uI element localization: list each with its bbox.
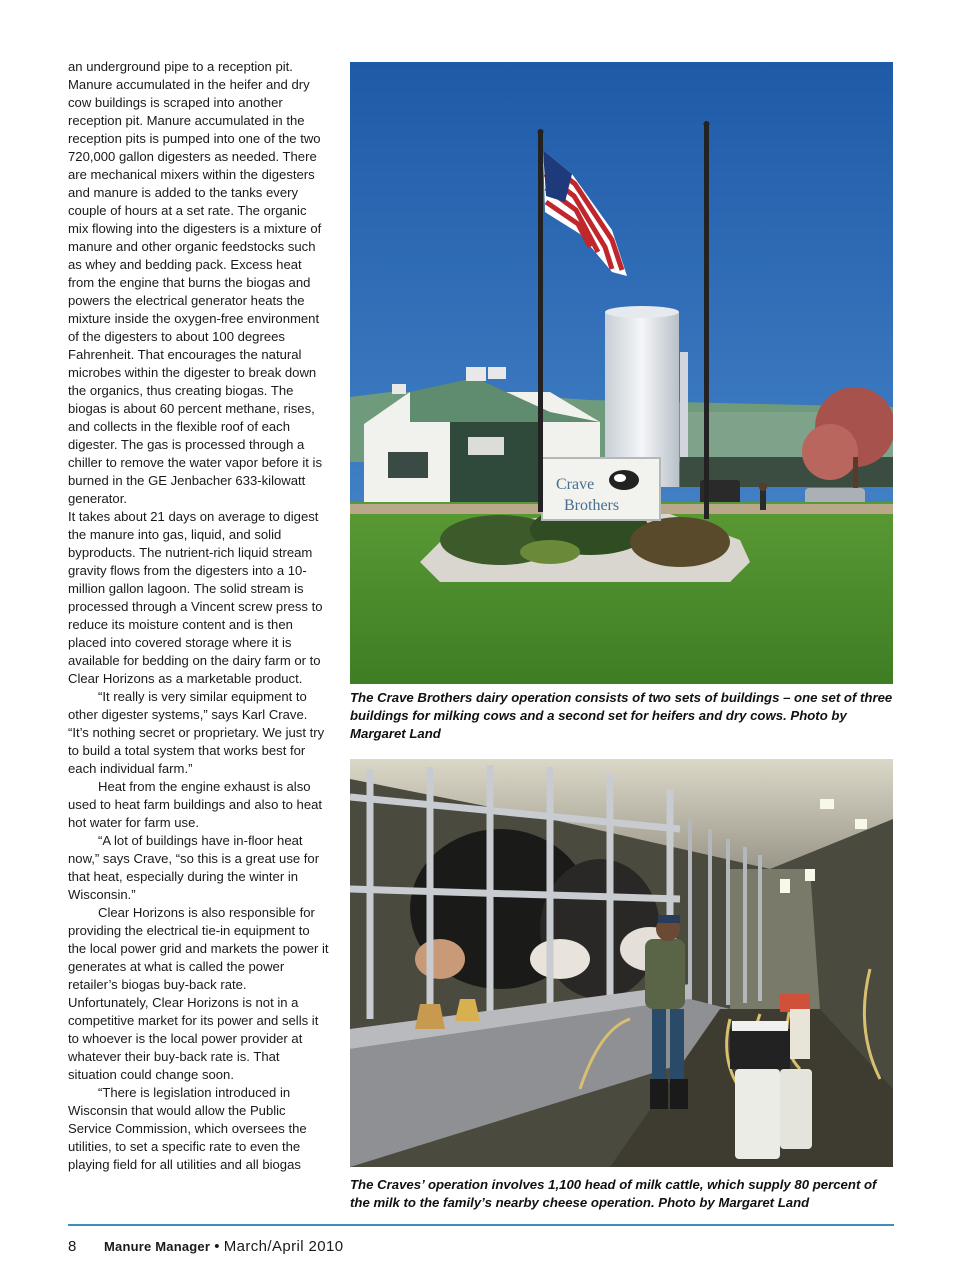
article-paragraph-4: Heat from the engine exhaust is also used to heat farm buildings and also to heat hot water for farm use. [68, 779, 323, 830]
article-paragraph-6: Clear Horizons is also responsible for providing the electrical tie-in equipment to the local power grid and markets the power it generates at what is called the power retailer’s biogas buy-back rate. Unfortunately, Clear Horizons is not in a competitive market for its power and sells it to whoever is the local power provider at whatever their buy-back rate is. That situation could change soon. [68, 905, 329, 1082]
sign-text-crave: Crave [556, 476, 595, 493]
article-body [68, 58, 330, 1174]
photo-caption-milking: The Craves’ operation involves 1,100 head of milk cattle, which supply 80 percent of the milk to the family’s nearby cheese operation. Photo by Margaret Land [350, 1177, 877, 1210]
article-paragraph-2: It takes about 21 days on average to digest the manure into gas, liquid, and solid byproducts. The nutrient-rich liquid stream gravity flows from the digesters into a 10-million gallon lagoon. The solid stream is processed through a Vincent screw press to reduce its moisture content and is then placed into covered storage where it is available for bedding on the dairy farm or to Clear Horizons as a marketable product. [68, 509, 323, 686]
footer-separator: • [210, 1238, 224, 1255]
photo-caption-farm: The Crave Brothers dairy operation consists of two sets of buildings – one set of three buildings for milking cows and a second set for heifers and dry cows. Photo by Margaret Land [350, 690, 893, 741]
article-paragraph-7: “There is legislation introduced in Wisconsin that would allow the Public Service Commission, which oversees the utilities, to set a specific rate to even the playing field for all utilities and all biogas [68, 1085, 307, 1172]
page-number: 8 [68, 1238, 77, 1255]
issue-date: March/April 2010 [223, 1238, 344, 1255]
footer-divider [68, 1224, 894, 1226]
sign-text-brothers: Brothers [564, 497, 620, 514]
milking-parlor-photo [350, 759, 893, 1167]
article-paragraph-3: “It really is very similar equipment to other digester systems,” says Karl Crave. “It’s nothing secret or proprietary. We just try to build a total system that works best for each individual farm.” [68, 689, 325, 776]
page-footer [68, 1238, 344, 1255]
farm-exterior-photo [350, 62, 893, 684]
magazine-name: Manure Manager [104, 1239, 211, 1254]
article-paragraph-1: an underground pipe to a reception pit. Manure accumulated in the heifer and dry cow buildings is scraped into another reception pit. Manure accumulated in the reception pits is pumped into one of the two 720,000 gallon digesters as needed. There are mechanical mixers within the digesters and manure is added to the tanks every couple of hours at a set rate. The organic mix flowing into the digesters is a mixture of manure and other organic feedstocks such as whey and bedding pack. Excess heat from the engine that burns the biogas and powers the electrical generator heats the mixture inside the oxygen-free environment of the digesters to about 100 degrees Fahrenheit. That encourages the natural microbes within the digester to break down the organics, thus creating biogas. The biogas is about 60 percent methane, rises, and collects in the flexible roof of each digester. The gas is processed through a chiller to remove the water vapor before it is burned in the GE Jenbacher 633-kilowatt generator. [68, 59, 322, 506]
article-paragraph-5: “A lot of buildings have in-floor heat now,” says Crave, “so this is a great use for that heat, especially during the winter in Wisconsin.” [68, 833, 320, 902]
